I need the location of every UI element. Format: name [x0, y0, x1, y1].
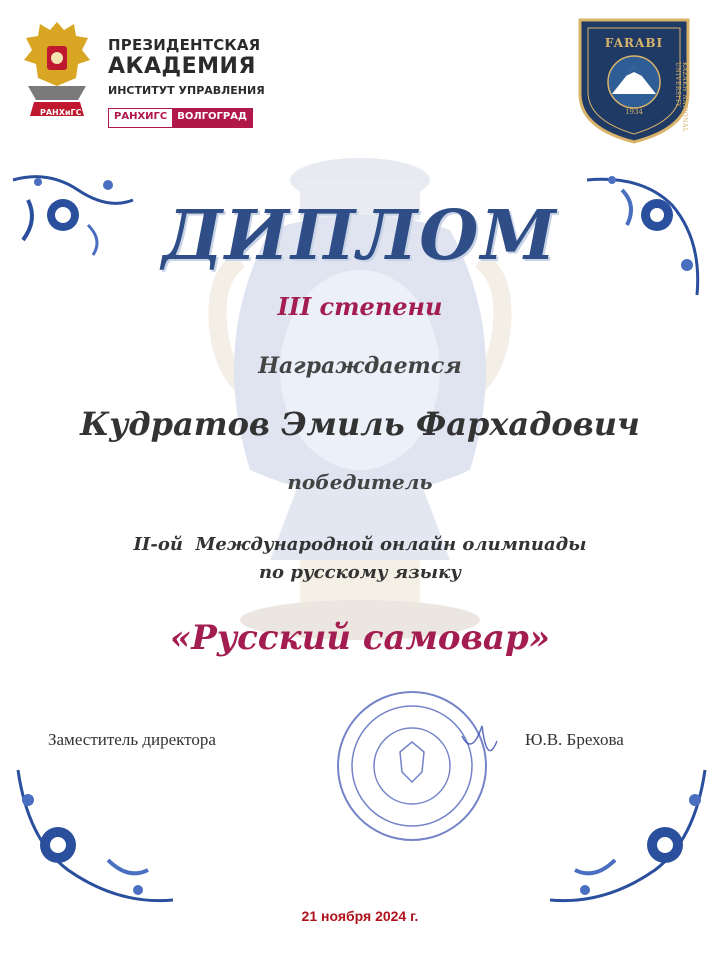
ranepa-line3: ИНСТИТУТ УПРАВЛЕНИЯ — [108, 84, 265, 97]
issue-date: 21 ноября 2024 г. — [301, 908, 419, 924]
ranepa-line1: ПРЕЗИДЕНТСКАЯ — [108, 36, 261, 54]
event-line-2: по русскому языку — [258, 562, 462, 583]
recipient-name: Кудратов Эмиль Фархадович — [80, 405, 640, 443]
olympiad-name: «Русский самовар» — [170, 618, 550, 658]
farabi-side-text: KAZAKH NATIONAL UNIVERSITY — [674, 62, 688, 133]
ranepa-badge — [108, 108, 253, 128]
awarded-label: Награждается — [258, 353, 462, 379]
farabi-year: 1934 — [625, 108, 643, 116]
signatory-position: Заместитель директора — [48, 730, 216, 749]
diploma-degree: III степени — [277, 292, 443, 321]
ranepa-line2: АКАДЕМИЯ — [108, 54, 256, 79]
gzhel-ornament-bottom-left-icon — [8, 760, 178, 910]
ranepa-logo — [18, 16, 268, 128]
farabi-logo — [576, 16, 692, 144]
farabi-title: FARABI — [604, 36, 664, 50]
ranepa-badge-right: ВОЛГОГРАД — [172, 109, 252, 127]
signatory-name: Ю.В. Брехова — [525, 730, 624, 749]
gzhel-ornament-bottom-right-icon — [545, 760, 715, 910]
diploma-title: ДИПЛОМ — [162, 196, 558, 276]
ranepa-badge-left: РАНХИГС — [109, 109, 172, 127]
event-line-1: II-ой Международной онлайн олимпиады — [133, 534, 587, 555]
recipient-status: победитель — [287, 470, 433, 494]
official-stamp-icon — [312, 686, 512, 846]
emblem-caption: РАНХиГС — [40, 108, 82, 117]
